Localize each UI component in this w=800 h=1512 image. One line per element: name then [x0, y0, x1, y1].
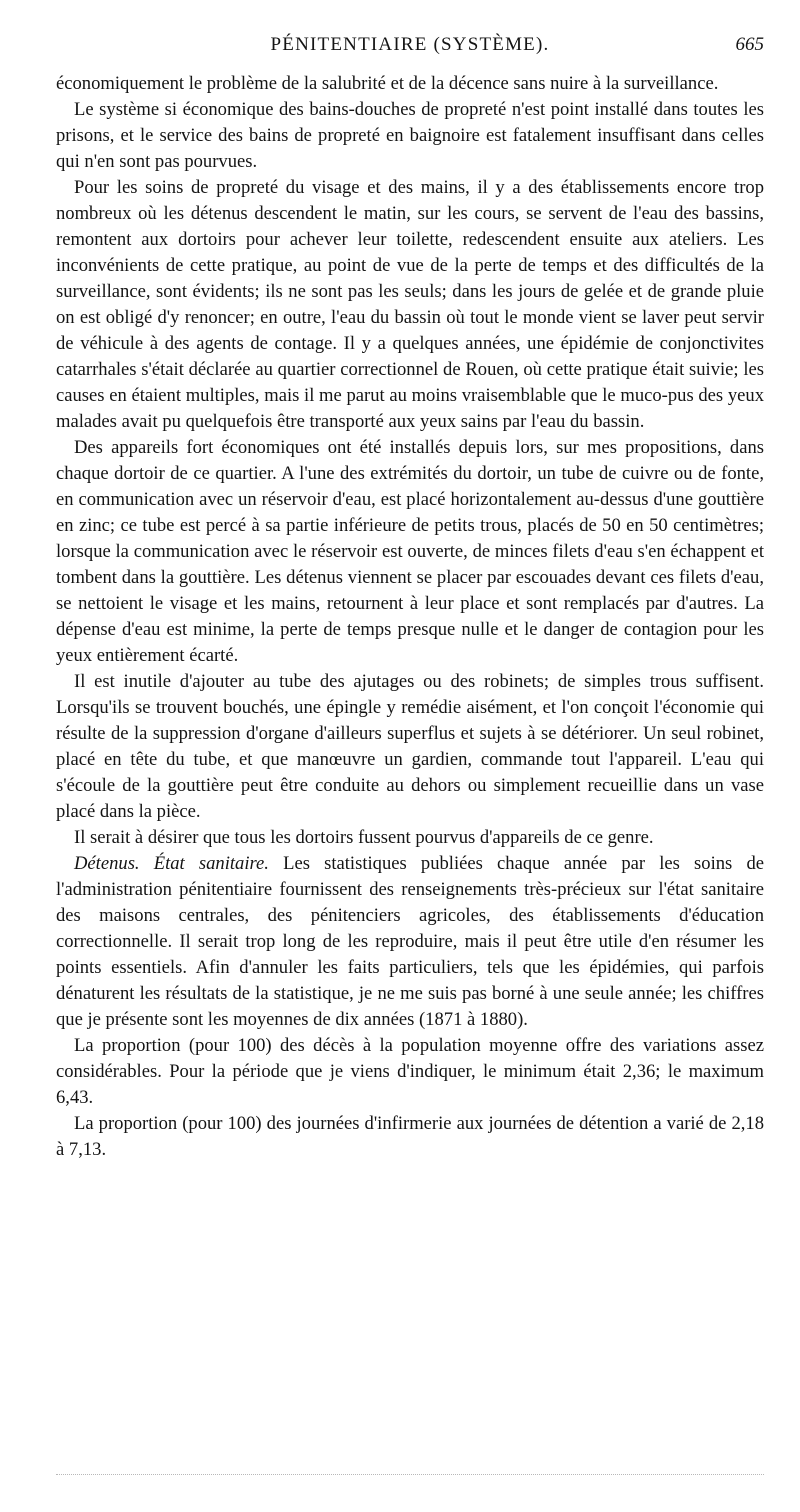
page-number: 665 [735, 34, 764, 55]
paragraph-desirer: Il serait à désirer que tous les dortoirs fussent pourvus d'appareils de ce genre. [74, 827, 654, 848]
footer-dotted-rule [56, 1474, 764, 1475]
section-lead-text: Les statistiques publiées chaque année par les soins de l'administration pénitentiaire fournissent des renseignements très-précieux sur l'état sanitaire des maisons centrales, des pénitenciers agricoles, des établissements d'éducation correctionnelle. Il serait trop long de les reproduire, mais il peut être utile d'en résumer les points essentiels. Afin d'annuler les faits particuliers, tels que les épidémies, qui parfois dénaturent les résultats de la statistique, je ne me suis pas borné à une seule année; les chiffres que je présente sont les moyennes de dix années (1871 à 1880). [56, 853, 764, 1030]
paragraph-bains-douches: Le système si économique des bains-douches de propreté n'est point installé dans toutes les prisons, et le service des bains de propreté en baignoire est fatalement insuffisant dans celles qui n'en sont pas pourvues. [56, 99, 764, 172]
paragraph-continued: économiquement le problème de la salubrité et de la décence sans nuire à la surveillance. [56, 73, 719, 94]
paragraph-appareils: Des appareils fort économiques ont été installés depuis lors, sur mes propositions, dans chaque dortoir de ce quartier. A l'une des extrémités du dortoir, un tube de cuivre ou de fonte, en communication avec un réservoir d'eau, est placé horizontalement au-dessus d'une gouttière en zinc; ce tube est percé à sa partie inférieure de petits trous, placés de 50 en 50 centimètres; lorsque la communication avec le réservoir est ouverte, de minces filets d'eau s'en échappent et tombent dans la gouttière. Les détenus viennent se placer par escouades devant ces filets d'eau, se nettoient le visage et les mains, retournent à leur place et sont remplacés par d'autres. La dépense d'eau est minime, la perte de temps presque nulle et le danger de contagion pour les yeux entièrement écarté. [56, 437, 764, 666]
paragraph-robinets: Il est inutile d'ajouter au tube des ajutages ou des robinets; de simples trous suffisent. Lorsqu'ils se trouvent bouchés, une épingle y remédie aisément, et l'on conçoit l'économie qui résulte de la suppression d'organe d'ailleurs superflus et sujets à se détériorer. Un seul robinet, placé en tête du tube, et que manœuvre un gardien, commande tout l'appareil. L'eau qui s'écoule de la gouttière peut être conduite au dehors ou simplement recueillie dans un vase placé dans la pièce. [56, 671, 764, 822]
paragraph-etat-sanitaire [56, 851, 764, 1033]
section-lead: Détenus. État sanitaire. [74, 853, 269, 874]
running-header [56, 34, 764, 58]
body-text [56, 71, 764, 1163]
paragraph-deces: La proportion (pour 100) des décès à la population moyenne offre des variations assez considérables. Pour la période que je viens d'indiquer, le minimum était 2,36; le maximum 6,43. [56, 1035, 764, 1108]
book-page [56, 0, 764, 1512]
running-title: PÉNITENTIAIRE (SYSTÈME). [270, 34, 550, 55]
paragraph-infirmerie: La proportion (pour 100) des journées d'infirmerie aux journées de détention a varié de 2,18 à 7,13. [56, 1113, 764, 1160]
paragraph-soins-proprete: Pour les soins de propreté du visage et des mains, il y a des établissements encore trop nombreux où les détenus descendent le matin, sur les cours, se servent de l'eau des bassins, remontent aux dortoirs pour achever leur toilette, redescendent ensuite aux ateliers. Les inconvénients de cette pratique, au point de vue de la perte de temps et des difficultés de la surveillance, sont évidents; ils ne sont pas les seuls; dans les jours de gelée et de grande pluie on est obligé d'y renoncer; en outre, l'eau du bassin où tout le monde vient se laver peut servir de véhicule à des agents de contage. Il y a quelques années, une épidémie de conjonctivites catarrhales s'était déclarée au quartier correctionnel de Rouen, où cette pratique était suivie; les causes en étaient multiples, mais il me parut au moins vraisemblable que le muco-pus des yeux malades avait pu quelquefois être transporté aux yeux sains par l'eau du bassin. [56, 177, 764, 432]
